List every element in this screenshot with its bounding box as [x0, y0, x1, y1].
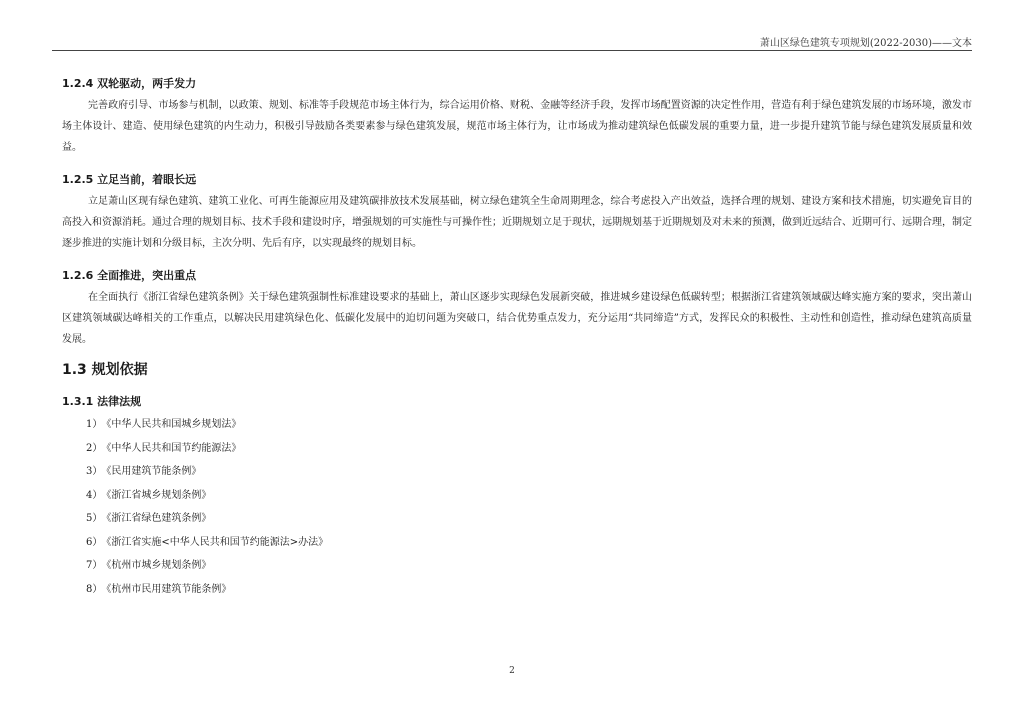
list-item [62, 413, 972, 437]
list-item-text: 《浙江省实施<中华人民共和国节约能源法>办法》 [106, 536, 329, 548]
list-item-text: 《中华人民共和国城乡规划法》 [106, 419, 242, 430]
list-item-text: 《中华人民共和国节约能源法》 [106, 442, 242, 454]
list-item [62, 554, 972, 578]
list-item [62, 437, 972, 461]
list-item-number: 8） [86, 583, 103, 595]
list-item-number: 6） [86, 536, 103, 548]
list-item [62, 578, 972, 602]
section-heading-1-2-4: 1.2.4 双轮驱动，两手发力 [62, 77, 197, 90]
document-body [62, 62, 972, 601]
list-item-text: 《杭州市城乡规划条例》 [106, 560, 212, 571]
header-divider [52, 50, 972, 51]
section-paragraph-1-2-4: 完善政府引导、市场参与机制，以政策、规划、标准等手段规范市场主体行为，综合运用价格、财税、金融等经济手段，发挥市场配置资源的决定性作用，营造有利于绿色建筑发展的市场环境，激发市场主体设计、建造、使用绿色建筑的内生动力，积极引导鼓励各类要素参与绿色建筑发展，规范市场主体行为，让市场成为推动建筑绿色低碳发展的重要力量，进一步提升建筑节能与绿色建筑发展质量和效益。 [62, 100, 972, 153]
section-heading-1-2-6: 1.2.6 全面推进，突出重点 [62, 269, 197, 282]
page-number: 2 [509, 666, 515, 676]
running-header: 萧山区绿色建筑专项规划(2022-2030)——文本 [759, 38, 972, 49]
list-item [62, 507, 972, 531]
list-item-number: 4） [86, 489, 103, 501]
section-paragraph-1-2-6: 在全面执行《浙江省绿色建筑条例》关于绿色建筑强制性标准建设要求的基础上，萧山区逐步实现绿色发展新突破，推进城乡建设绿色低碳转型；根据浙江省建筑领域碳达峰实施方案的要求，突出萧山区建筑领域碳达峰相关的工作重点，以解决民用建筑绿色化、低碳化发展中的迫切问题为突破口，结合优势重点发力，充分运用“共同缔造”方式，发挥民众的积极性、主动性和创造性，推动绿色建筑高质量发展。 [62, 292, 972, 345]
list-item [62, 531, 972, 555]
chapter-heading-1-3: 1.3 规划依据 [62, 362, 148, 378]
section-heading-1-3-1: 1.3.1 法律法规 [62, 395, 142, 408]
list-item-number: 2） [86, 442, 103, 454]
list-item-number: 3） [86, 466, 103, 477]
list-item [62, 460, 972, 484]
list-item-number: 1） [86, 419, 103, 430]
section-heading-1-2-5: 1.2.5 立足当前，着眼长远 [62, 173, 197, 186]
list-item-number: 5） [86, 513, 103, 524]
law-list [62, 413, 972, 601]
list-item-number: 7） [86, 560, 103, 571]
list-item [62, 484, 972, 508]
section-paragraph-1-2-5: 立足萧山区现有绿色建筑、建筑工业化、可再生能源应用及建筑碳排放技术发展基础，树立绿色建筑全生命周期理念，综合考虑投入产出效益，选择合理的规划、建设方案和技术措施，切实避免盲目的高投入和资源消耗。通过合理的规划目标、技术手段和建设时序，增强规划的可实施性与可操作性；近期规划立足于现状，远期规划基于近期规划及对未来的预测，做到近远结合、近期可行、远期合理，制定逐步推进的实施计划和分级目标，主次分明、先后有序，以实现最终的规划目标。 [62, 196, 972, 249]
list-item-text: 《民用建筑节能条例》 [106, 466, 202, 477]
list-item-text: 《杭州市民用建筑节能条例》 [106, 583, 232, 595]
list-item-text: 《浙江省绿色建筑条例》 [106, 513, 212, 524]
list-item-text: 《浙江省城乡规划条例》 [106, 489, 212, 501]
